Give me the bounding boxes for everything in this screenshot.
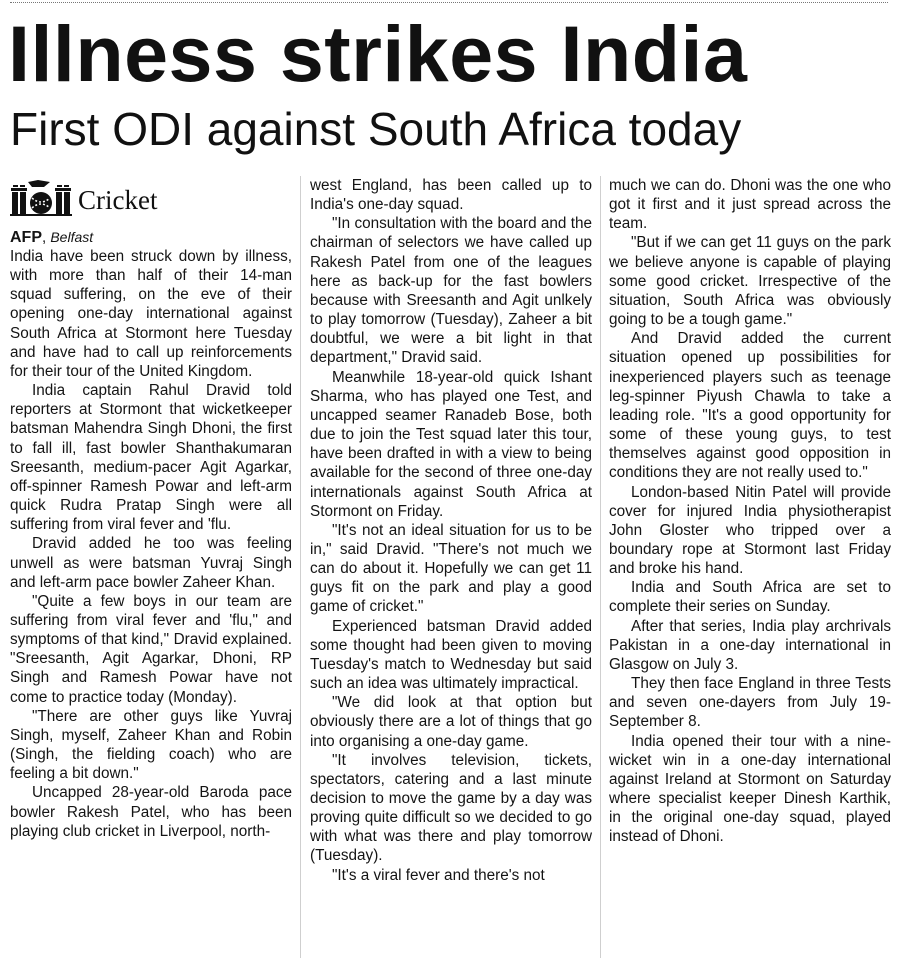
paragraph-continued: much we can do. Dhoni was the one who got it first and it just spread across the team. bbox=[609, 177, 891, 233]
paragraph: India and South Africa are set to complete their series on Sunday. bbox=[609, 579, 891, 616]
byline-separator: , bbox=[42, 229, 51, 246]
paragraph: India captain Rahul Dravid told reporters at Stormont that wicketkeeper batsman Mahendra Singh Dhoni, the first to fall ill, fast bowler Shanthakumaran Sreesanth, medium-pacer Agit Agarkar, off-spinner Ramesh Powar and left-arm quick Rudra Pratap Singh were all suffering from viral fever and 'flu. bbox=[10, 382, 292, 534]
paragraph: Experienced batsman Dravid added some thought had been given to moving Tuesday's match to Wednesday but said such an idea was ultimately impractical. bbox=[310, 617, 592, 693]
paragraph: London-based Nitin Patel will provide cover for injured India physiotherapist John Gloster who tripped over a boundary rope at Stormont last Friday and broke his hand. bbox=[609, 483, 891, 578]
paragraph: "It involves television, tickets, spectators, catering and a last minute decision to move the game by a day was proving quite difficult so we decided to go with what was there and play tomorrow (Tuesday). bbox=[310, 751, 592, 865]
section-label: Cricket bbox=[78, 185, 158, 215]
byline-location: Belfast bbox=[50, 229, 94, 245]
paragraph: "It's not an ideal situation for us to be in," said Dravid. "There's not much we can do about it. Hopefully we can get 11 guys fit on the park and play a good game of cricket." bbox=[310, 521, 592, 616]
column-divider bbox=[300, 176, 301, 958]
byline bbox=[10, 228, 292, 247]
paragraph: "In consultation with the board and the chairman of selectors we have called up Rakesh Patel from one of the leagues here as back-up for the fast bowlers because with Sreesanth and Agit unlkely to play tomorrow (Tuesday), Zaheer a bit doubtful, we were a bit light in that department," Dravid said. bbox=[310, 215, 592, 367]
paragraph: India have been struck down by illness, with more than half of their 14-man squad suffering, on the eve of their opening one-day international against South Africa at Stormont here Tuesday and have had to call up reinforcements for their tour of the United Kingdom. bbox=[10, 248, 292, 380]
paragraph: "There are other guys like Yuvraj Singh, myself, Zaheer Khan and Robin (Singh, the fielding coach) who are feeling a bit down." bbox=[10, 707, 292, 783]
article-column-1 bbox=[10, 176, 292, 841]
paragraph: They then face England in three Tests and seven one-dayers from July 19-September 8. bbox=[609, 675, 891, 731]
section-kicker bbox=[10, 176, 292, 216]
paragraph: Meanwhile 18-year-old quick Ishant Sharma, who has played one Test, and uncapped seamer Ranadeb Bose, both due to join the Test squad later this tour, have been drafted in with a view to being available for the second of three one-day internationals against South Africa at Stormont on Friday. bbox=[310, 368, 592, 520]
paragraph: Dravid added he too was feeling unwell as were batsman Yuvraj Singh and left-arm pace bowler Zaheer Khan. bbox=[10, 535, 292, 591]
paragraph-continued: west England, has been called up to India's one-day squad. bbox=[310, 177, 592, 214]
paragraph: After that series, India play archrivals Pakistan in a one-day international in Glasgow on July 3. bbox=[609, 617, 891, 673]
article-column-2 bbox=[310, 176, 592, 885]
paragraph: And Dravid added the current situation opened up possibilities for inexperienced players such as teenage leg-spinner Piyush Chawla to take a leading role. "It's a good opportunity for some of these young guys, to test themselves against good opposition in conditions they are not really used to." bbox=[609, 330, 891, 482]
paragraph: Uncapped 28-year-old Baroda pace bowler Rakesh Patel, who has been playing club cricket in Liverpool, north- bbox=[10, 784, 292, 840]
cricket-stumps-ball-icon bbox=[10, 178, 72, 216]
byline-agency: AFP bbox=[10, 229, 42, 246]
column-divider bbox=[600, 176, 601, 958]
paragraph: "But if we can get 11 guys on the park we believe anyone is capable of playing some good cricket. Irrespective of the situation, South Africa was obviously going to be a tough game." bbox=[609, 234, 891, 329]
subheadline: First ODI against South Africa today bbox=[10, 103, 742, 155]
headline: Illness strikes India bbox=[8, 9, 748, 98]
article-column-3 bbox=[609, 176, 891, 846]
paragraph: "Quite a few boys in our team are suffering from viral fever and 'flu," and symptoms of that kind," Dravid explained. "Sreesanth, Agit Agarkar, Dhoni, RP Singh and Ramesh Powar have not come to practice today (Monday). bbox=[10, 592, 292, 706]
paragraph: "It's a viral fever and there's not bbox=[332, 866, 545, 884]
paragraph: "We did look at that option but obviously there are a lot of things that go into organising a one-day game. bbox=[310, 694, 592, 750]
paragraph: India opened their tour with a nine-wicket win in a one-day international against Ireland at Stormont on Saturday where specialist keeper Dinesh Karthik, in the original one-day squad, played instead of Dhoni. bbox=[609, 732, 891, 846]
top-rule bbox=[10, 2, 888, 3]
